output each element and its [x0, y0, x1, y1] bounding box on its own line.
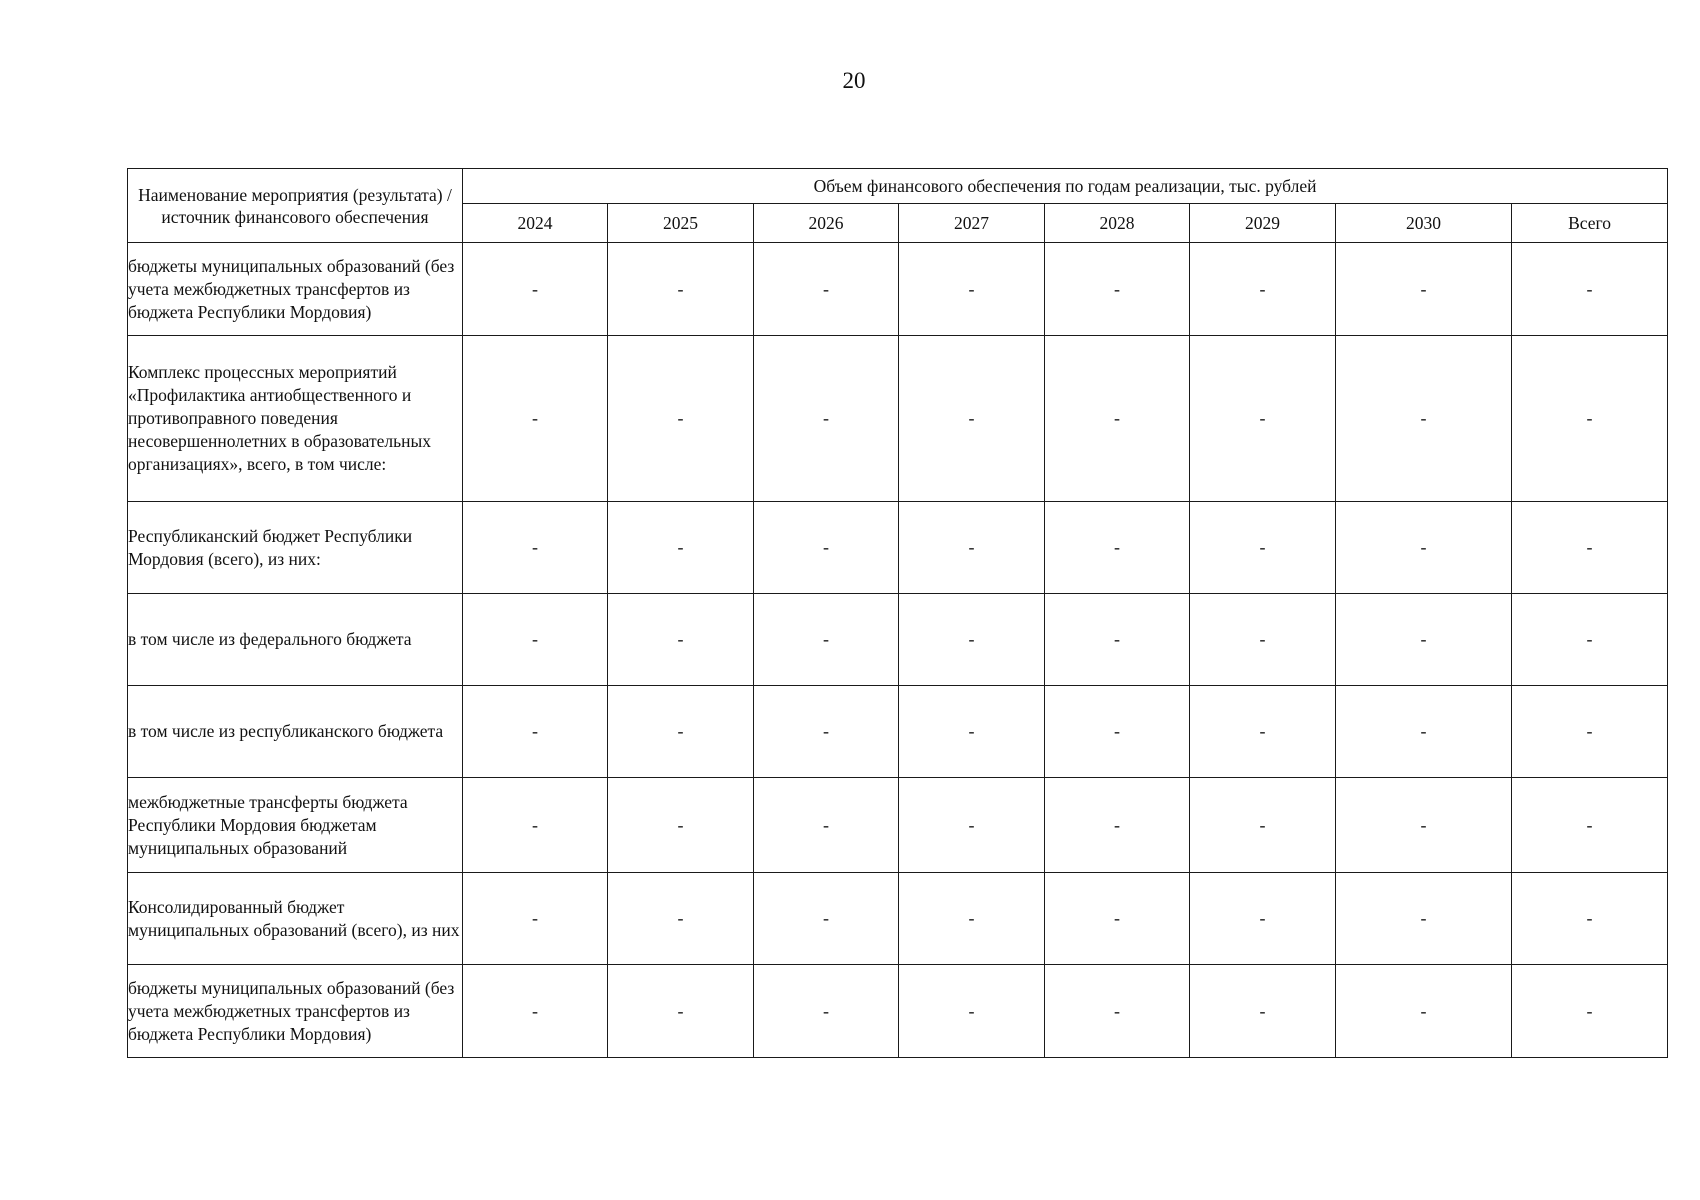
value-cell: -	[1190, 778, 1336, 873]
value-cell: -	[463, 336, 608, 502]
header-row-group	[128, 169, 1668, 204]
row-name: Комплекс процессных мероприятий «Профилактика антиобщественного и противоправного поведения несовершеннолетних в образовательных организациях», всего, в том числе:	[128, 336, 463, 502]
table-row	[128, 243, 1668, 336]
value-cell: -	[899, 965, 1045, 1058]
value-cell: -	[1336, 502, 1512, 594]
value-cell: -	[754, 243, 899, 336]
financing-group-header: Объем финансового обеспечения по годам реализации, тыс. рублей	[463, 169, 1668, 204]
value-cell: -	[1336, 243, 1512, 336]
row-name: в том числе из республиканского бюджета	[128, 686, 463, 778]
total-cell: -	[1512, 686, 1668, 778]
value-cell: -	[608, 873, 754, 965]
value-cell: -	[463, 965, 608, 1058]
value-cell: -	[608, 243, 754, 336]
value-cell: -	[608, 336, 754, 502]
year-header: 2030	[1336, 204, 1512, 243]
value-cell: -	[754, 686, 899, 778]
row-name: Консолидированный бюджет муниципальных образований (всего), из них	[128, 873, 463, 965]
financing-table	[127, 168, 1668, 1058]
total-header: Всего	[1512, 204, 1668, 243]
year-header: 2028	[1045, 204, 1190, 243]
value-cell: -	[754, 336, 899, 502]
value-cell: -	[463, 873, 608, 965]
table-row	[128, 336, 1668, 502]
value-cell: -	[1190, 594, 1336, 686]
year-header: 2026	[754, 204, 899, 243]
value-cell: -	[1190, 336, 1336, 502]
row-name: бюджеты муниципальных образований (без учета межбюджетных трансфертов из бюджета Республики Мордовия)	[128, 243, 463, 336]
value-cell: -	[1190, 686, 1336, 778]
value-cell: -	[1045, 686, 1190, 778]
year-header: 2029	[1190, 204, 1336, 243]
value-cell: -	[1336, 778, 1512, 873]
total-cell: -	[1512, 502, 1668, 594]
value-cell: -	[608, 778, 754, 873]
page-number: 20	[842, 68, 866, 93]
value-cell: -	[754, 594, 899, 686]
value-cell: -	[463, 686, 608, 778]
value-cell: -	[899, 336, 1045, 502]
value-cell: -	[463, 502, 608, 594]
value-cell: -	[1336, 873, 1512, 965]
value-cell: -	[463, 594, 608, 686]
name-column-header: Наименование мероприятия (результата) / источник финансового обеспечения	[128, 169, 463, 243]
total-cell: -	[1512, 594, 1668, 686]
value-cell: -	[1336, 686, 1512, 778]
value-cell: -	[1045, 778, 1190, 873]
value-cell: -	[463, 778, 608, 873]
value-cell: -	[463, 243, 608, 336]
value-cell: -	[754, 502, 899, 594]
value-cell: -	[1045, 336, 1190, 502]
value-cell: -	[1045, 873, 1190, 965]
total-cell: -	[1512, 778, 1668, 873]
total-cell: -	[1512, 243, 1668, 336]
table-row	[128, 873, 1668, 965]
value-cell: -	[1045, 502, 1190, 594]
total-cell: -	[1512, 965, 1668, 1058]
value-cell: -	[1336, 594, 1512, 686]
value-cell: -	[754, 873, 899, 965]
value-cell: -	[1045, 594, 1190, 686]
value-cell: -	[608, 594, 754, 686]
value-cell: -	[899, 873, 1045, 965]
value-cell: -	[899, 502, 1045, 594]
value-cell: -	[899, 594, 1045, 686]
total-cell: -	[1512, 336, 1668, 502]
table-row	[128, 502, 1668, 594]
value-cell: -	[608, 502, 754, 594]
value-cell: -	[1336, 336, 1512, 502]
year-header: 2027	[899, 204, 1045, 243]
table-row	[128, 778, 1668, 873]
value-cell: -	[608, 965, 754, 1058]
value-cell: -	[1190, 502, 1336, 594]
value-cell: -	[899, 686, 1045, 778]
value-cell: -	[754, 778, 899, 873]
row-name: в том числе из федерального бюджета	[128, 594, 463, 686]
value-cell: -	[608, 686, 754, 778]
value-cell: -	[899, 243, 1045, 336]
year-header: 2024	[463, 204, 608, 243]
value-cell: -	[1045, 243, 1190, 336]
table-row	[128, 686, 1668, 778]
value-cell: -	[1190, 873, 1336, 965]
value-cell: -	[1190, 965, 1336, 1058]
value-cell: -	[1190, 243, 1336, 336]
table-row	[128, 594, 1668, 686]
value-cell: -	[899, 778, 1045, 873]
row-name: Республиканский бюджет Республики Мордовия (всего), из них:	[128, 502, 463, 594]
row-name: межбюджетные трансферты бюджета Республики Мордовия бюджетам муниципальных образований	[128, 778, 463, 873]
table-row	[128, 965, 1668, 1058]
value-cell: -	[1045, 965, 1190, 1058]
value-cell: -	[1336, 965, 1512, 1058]
total-cell: -	[1512, 873, 1668, 965]
year-header: 2025	[608, 204, 754, 243]
row-name: бюджеты муниципальных образований (без учета межбюджетных трансфертов из бюджета Республики Мордовия)	[128, 965, 463, 1058]
value-cell: -	[754, 965, 899, 1058]
